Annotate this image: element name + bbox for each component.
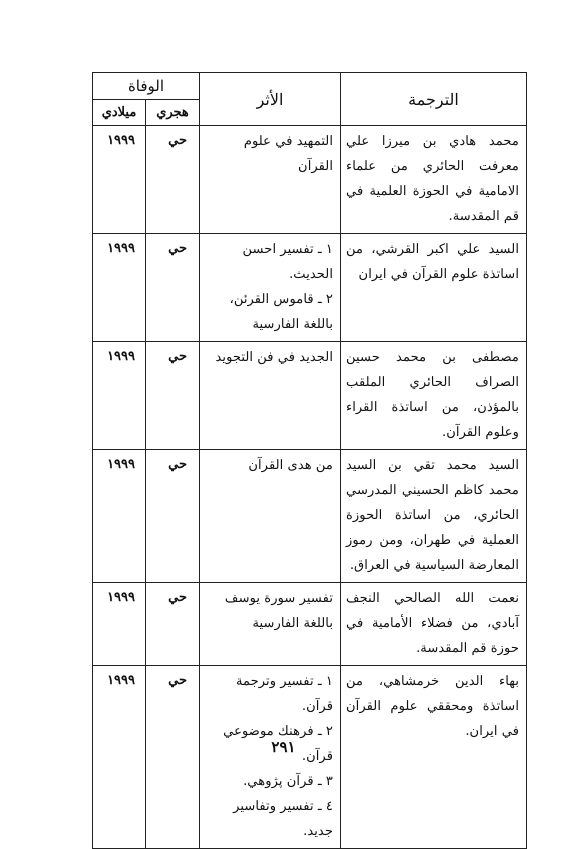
work-item: ٣ ـ قرآن پژوهي. xyxy=(243,774,333,789)
work-item: ٢ ـ فرهنك موضوعي قرآن. xyxy=(223,724,333,764)
miladi-cell: ١٩٩٩ xyxy=(93,342,146,450)
work-cell xyxy=(200,583,341,666)
work-item: ٢ ـ قاموس القرئن، باللغة الفارسية xyxy=(229,292,333,332)
work-item: التمهيد في علوم القرآن xyxy=(243,134,333,174)
hijri-cell: حي xyxy=(146,126,200,234)
header-work: الأثر xyxy=(200,73,341,126)
hijri-cell: حي xyxy=(146,583,200,666)
hijri-cell: حي xyxy=(146,450,200,583)
translation-cell: بهاء الدين خرمشاهي، من اساتذة ومحققي علوم القرآن في ايران. xyxy=(341,666,527,849)
work-item: من هدى القرآن xyxy=(248,458,333,473)
work-cell xyxy=(200,234,341,342)
work-item: ٤ ـ تفسير وتفاسير جديد. xyxy=(233,799,333,839)
translation-cell: السيد علي اكبر القرشي، من اساتذة علوم القرآن في ايران xyxy=(341,234,527,342)
header-hijri: هجري xyxy=(146,99,200,126)
work-item: ١ ـ تفسير احسن الحديث. xyxy=(242,242,333,282)
miladi-cell: ١٩٩٩ xyxy=(93,450,146,583)
header-miladi: ميلادي xyxy=(93,99,146,126)
miladi-cell: ١٩٩٩ xyxy=(93,126,146,234)
work-item: الجديد في فن التجويد xyxy=(215,350,333,365)
table-row xyxy=(93,583,527,666)
table-row xyxy=(93,450,527,583)
table-row xyxy=(93,126,527,234)
miladi-cell: ١٩٩٩ xyxy=(93,666,146,849)
translation-cell: السيد محمد تقي بن السيد محمد كاظم الحسيني المدرسي الحائري، من اساتذة الحوزة العملية في طهران، ومن رموز المعارضة السياسية في العراق. xyxy=(341,450,527,583)
hijri-cell: حي xyxy=(146,234,200,342)
page-number: ٢٩١ xyxy=(271,738,296,756)
work-item: تفسير سورة يوسف باللغة الفارسية xyxy=(224,591,333,631)
work-cell xyxy=(200,342,341,450)
translation-cell: نعمت الله الصالحي النجف آبادي، من فضلاء الأمامية في حوزة قم المقدسة. xyxy=(341,583,527,666)
work-cell xyxy=(200,450,341,583)
header-death: الوفاة xyxy=(93,73,200,100)
miladi-cell: ١٩٩٩ xyxy=(93,583,146,666)
work-item: ١ ـ تفسير وترجمة قرآن. xyxy=(235,674,333,714)
table-row xyxy=(93,234,527,342)
table-row xyxy=(93,666,527,849)
hijri-cell: حي xyxy=(146,666,200,849)
work-cell xyxy=(200,666,341,849)
table-row xyxy=(93,342,527,450)
miladi-cell: ١٩٩٩ xyxy=(93,234,146,342)
work-cell xyxy=(200,126,341,234)
translation-cell: مصطفى بن محمد حسين الصراف الحائري الملقب بالمؤذن، من اساتذة القراء وعلوم القرآن. xyxy=(341,342,527,450)
hijri-cell: حي xyxy=(146,342,200,450)
biography-table xyxy=(92,72,527,849)
header-translation: الترجمة xyxy=(341,73,527,126)
translation-cell: محمد هادي بن ميرزا علي معرفت الحائري من علماء الامامية في الحوزة العلمية في قم المقدسة. xyxy=(341,126,527,234)
